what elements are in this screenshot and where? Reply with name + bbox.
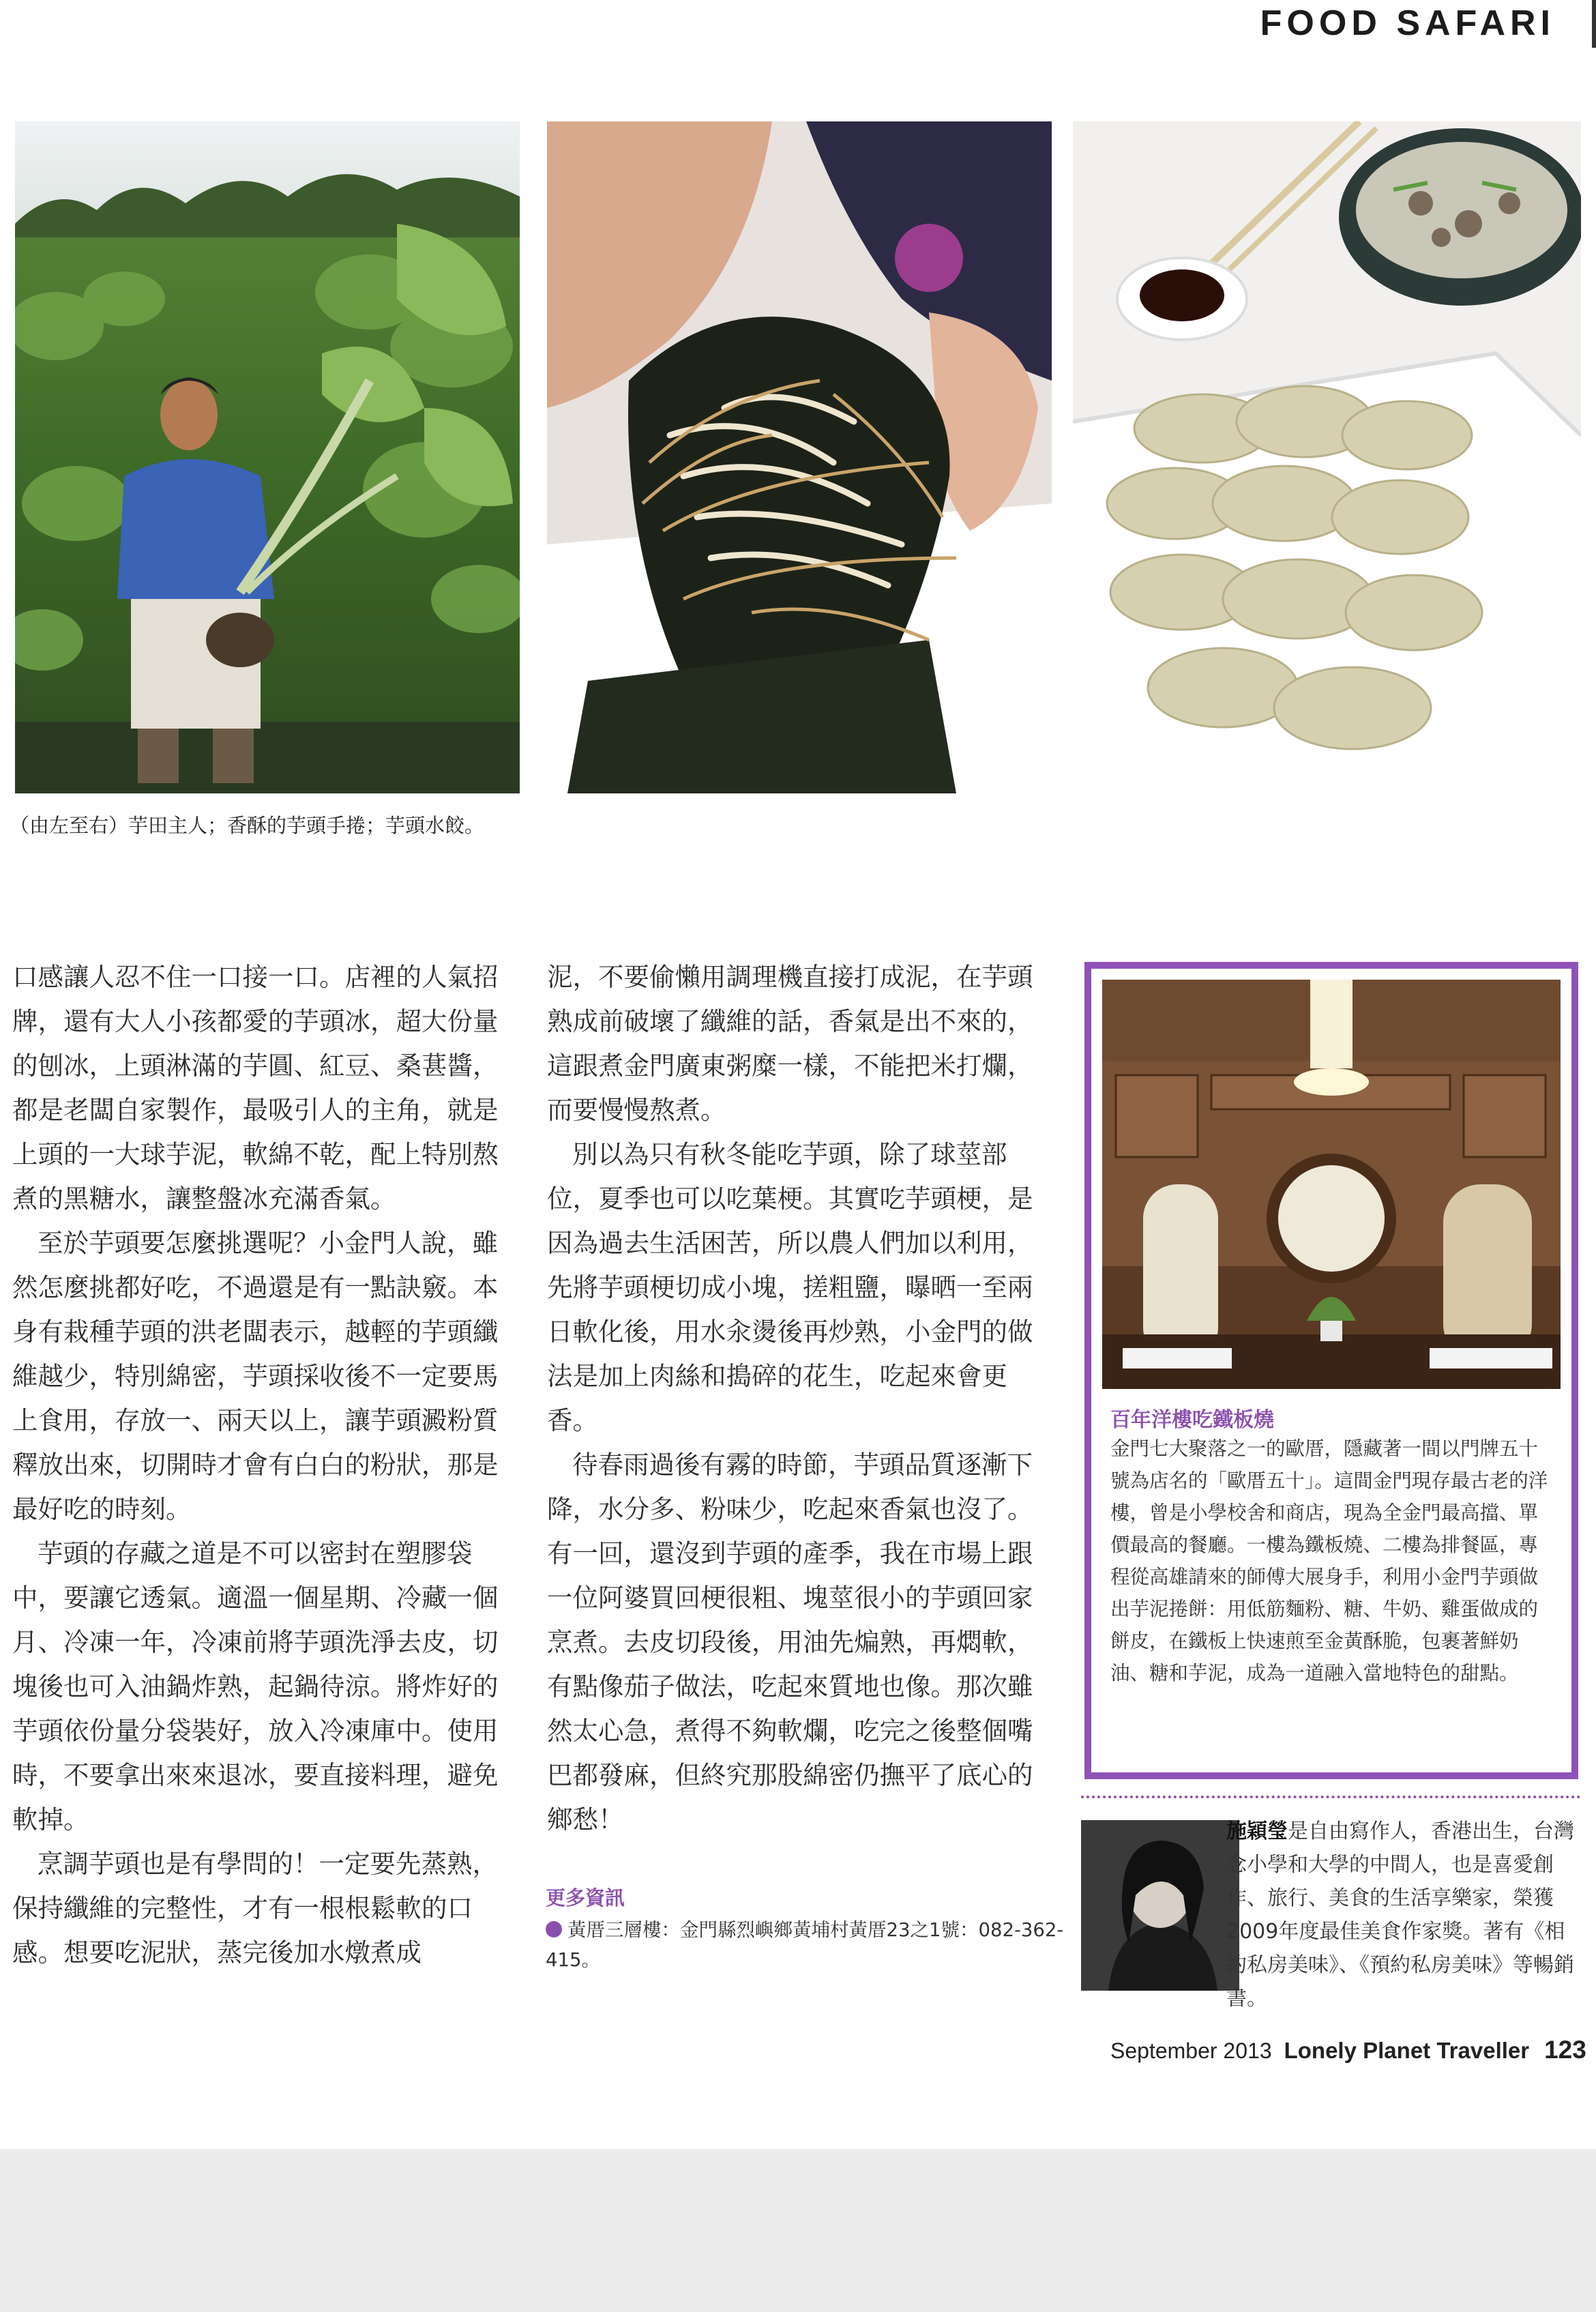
farmer-photo — [15, 121, 520, 793]
more-info-title: 更多資訊 — [546, 1886, 625, 1909]
sidebar-box — [1084, 962, 1578, 1779]
paragraph: 至於芋頭要怎麼挑選呢？小金門人說，雖然怎麼挑都好吃，不過還是有一點訣竅。本身有栽種芋頭的洪老闆表示，越輕的芋頭纖維越少，特別綿密，芋頭採收後不一定要馬上食用，存放一、兩天以上，讓芋頭澱粉質釋放出來，切開時才會有白白的粉狀，那是最好吃的時刻。 — [12, 1228, 499, 1524]
page-number: 123 — [1544, 2036, 1586, 2064]
author-name: 施穎瑩 — [1226, 1819, 1288, 1843]
author-photo — [1081, 1820, 1239, 1991]
issue-date: September 2013 — [1110, 2038, 1272, 2063]
more-info-text: 黃厝三層樓：金門縣烈嶼鄉黃埔村黃厝23之1號：082-362-415。 — [546, 1919, 1064, 1971]
dumplings-photo — [1073, 121, 1581, 797]
article-column-1 — [12, 955, 518, 1975]
bullet-icon — [546, 1921, 562, 1937]
photo-caption: （由左至右）芋田主人；香酥的芋頭手捲；芋頭水餃。 — [10, 814, 485, 837]
more-info — [546, 1883, 1064, 1975]
author-divider — [1081, 1796, 1580, 1798]
section-header: FOOD SAFARI — [1260, 3, 1555, 43]
sidebar-title: 百年洋樓吃鐵板燒 — [1110, 1408, 1274, 1432]
page-bottom-margin — [0, 2149, 1596, 2312]
paragraph: 芋頭的存藏之道是不可以密封在塑膠袋中，要讓它透氣。適溫一個星期、冷藏一個月、冷凍一年，冷凍前將芋頭洗淨去皮，切塊後也可入油鍋炸熟，起鍋待涼。將炸好的芋頭依份量分袋裝好，放入冷凍庫中。使用時，不要拿出來來退冰，要直接料理，避免軟掉。 — [12, 1538, 499, 1834]
author-bio-text: 是自由寫作人，香港出生，台灣念小學和大學的中間人，也是喜愛創作、旅行、美食的生活享樂家，榮獲2009年度最佳美食作家獎。著有《相約私房美味》、《預約私房美味》等暢銷書。 — [1226, 1819, 1574, 2010]
paragraph: 待春雨過後有霧的時節，芋頭品質逐漸下降，水分多、粉味少，吃起來香氣也沒了。有一回，還沒到芋頭的產季，我在市場上跟一位阿婆買回梗很粗、塊莖很小的芋頭回家烹煮。去皮切段後，用油先煸熟，再燜軟，有點像茄子做法，吃起來質地也像。那次雖然太心急，煮得不夠軟爛，吃完之後整個嘴巴都發麻，但終究那股綿密仍撫平了底心的鄉愁！ — [547, 1450, 1033, 1834]
sidebar-body: 金門七大聚落之一的歐厝，隱藏著一間以門牌五十號為店名的「歐厝五十」。這間金門現存最古老的洋樓，曾是小學校舍和商店，現為全金門最高擋、單價最高的餐廳。一樓為鐵板燒、二樓為排餐區，專程從高雄請來的師傅大展身手，利用小金門芋頭做出芋泥捲餅：用低筋麵粉、糖、牛奶、雞蛋做成的餅皮，在鐵板上快速煎至金黃酥脆，包裹著鮮奶油、糖和芋泥，成為一道融入當地特色的甜點。 — [1110, 1437, 1548, 1684]
magazine-name: Lonely Planet Traveller — [1284, 2038, 1530, 2063]
article-column-2 — [547, 955, 1053, 1842]
header-rule — [1592, 0, 1596, 48]
author-bio — [1226, 1815, 1581, 2015]
restaurant-photo — [1102, 980, 1561, 1389]
paragraph: 口感讓人忍不住一口接一口。店裡的人氣招牌，還有大人小孩都愛的芋頭冰，超大份量的刨冰，上頭淋滿的芋圓、紅豆、桑葚醬，都是老闆自家製作，最吸引人的主角，就是上頭的一大球芋泥，軟綿不乾，配上特別熬煮的黑糖水，讓整盤冰充滿香氣。 — [12, 962, 499, 1214]
page-footer — [1110, 2036, 1586, 2064]
handroll-photo — [547, 121, 1052, 793]
more-info-body — [546, 1915, 1064, 1975]
paragraph: 別以為只有秋冬能吃芋頭，除了球莖部位，夏季也可以吃葉梗。其實吃芋頭梗，是因為過去生活困苦，所以農人們加以利用，先將芋頭梗切成小塊，搓粗鹽，曝晒一至兩日軟化後，用水汆燙後再炒熟，小金門的做法是加上肉絲和搗碎的花生，吃起來會更香。 — [547, 1139, 1033, 1435]
paragraph: 烹調芋頭也是有學問的！一定要先蒸熟，保持纖維的完整性，才有一根根鬆軟的口感。想要吃泥狀，蒸完後加水燉煮成 — [12, 1849, 498, 1967]
paragraph: 泥，不要偷懶用調理機直接打成泥，在芋頭熟成前破壞了纖維的話，香氣是出不來的，這跟煮金門廣東粥糜一樣，不能把米打爛，而要慢慢熬煮。 — [547, 962, 1033, 1125]
